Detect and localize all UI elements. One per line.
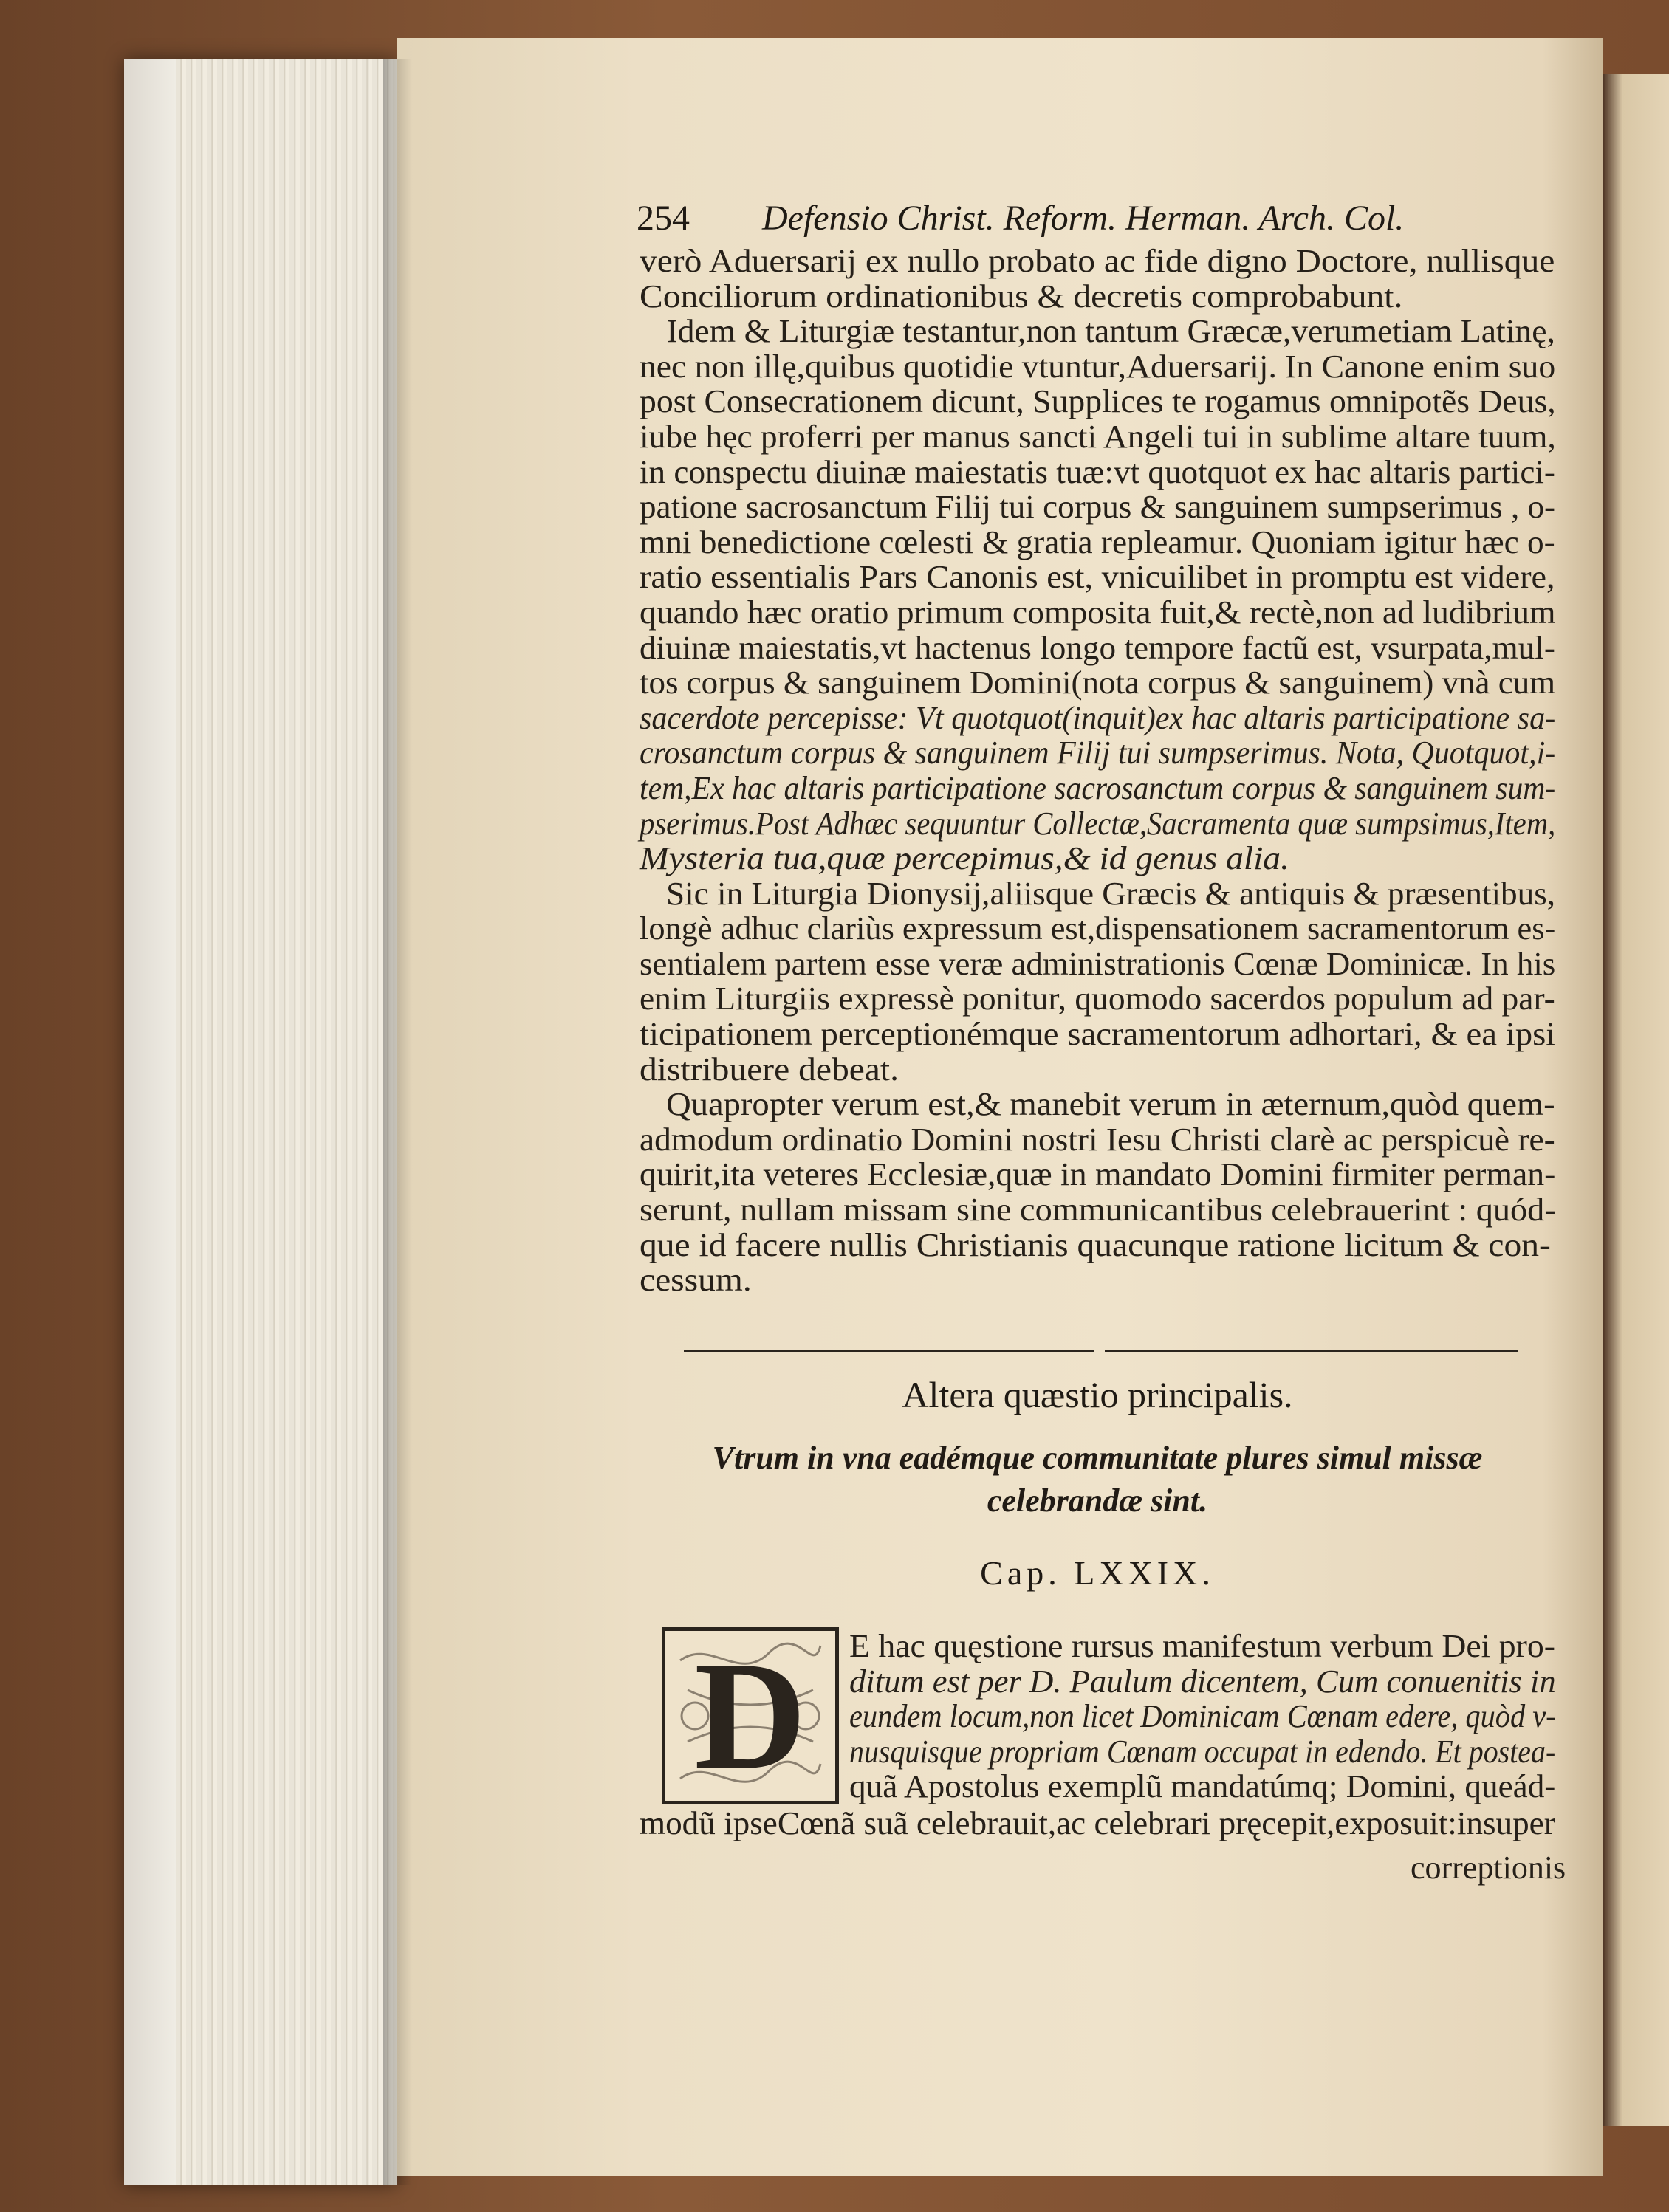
- divider-rule-left: [684, 1350, 1094, 1352]
- text-line: in conspectu diuinæ maiestatis tuæ:vt quotquot ex hac altaris partici-: [640, 453, 1555, 490]
- text-line: tos corpus & sanguinem Domini(nota corpus & sanguinem) vnà cum: [640, 664, 1556, 701]
- text-line: enim Liturgiis expressè ponitur, quomodo sacerdos populum ad par-: [640, 980, 1555, 1017]
- initial-letter: D: [694, 1630, 806, 1801]
- chapter-heading: Cap. LXXIX.: [980, 1554, 1215, 1592]
- text-line: tem,Ex hac altaris participatione sacrosanctum corpus & sanguinem sum-: [640, 769, 1556, 806]
- text-line: eundem locum,non licet Dominicam Cœnam edere, quòd v-: [849, 1698, 1556, 1735]
- text-line: Quapropter verum est,& manebit verum in æternum,quòd quem-: [665, 1086, 1555, 1123]
- text-line: E hac quęstione rursus manifestum verbum Dei pro-: [849, 1628, 1555, 1664]
- text-line: ratio essentialis Pars Canonis est, vnicuilibet in promptu est videre,: [640, 559, 1555, 596]
- text-line: que id facere nullis Christianis quacunque ratione licitum & con-: [640, 1226, 1551, 1263]
- text-line: Idem & Liturgiæ testantur,non tantum Græcæ,verumetiam Latinę,: [665, 313, 1555, 350]
- text-line: pserimus.Post Adhæc sequuntur Collectæ,Sacramenta quæ sumpsimus,Item,: [640, 805, 1556, 842]
- text-line: sacerdote percepisse: Vt quotquot(inquit)ex hac altaris participatione sa-: [640, 699, 1556, 736]
- text-line: iube hęc proferri per manus sancti Angeli tui in sublime altare tuum,: [640, 418, 1556, 455]
- text-line: quã Apostolus exemplũ mandatúmq; Domini, queád-: [849, 1768, 1556, 1805]
- body-text: [640, 244, 1555, 1298]
- decorated-initial: [662, 1627, 839, 1804]
- text-line: quando hæc oratio primum composita fuit,& rectè,non ad ludibrium: [640, 594, 1556, 631]
- page-number: 254: [637, 199, 690, 238]
- text-line: diuinæ maiestatis,vt hactenus longo tempore factũ est, vsurpata,mul-: [640, 629, 1555, 666]
- question-heading: [640, 1437, 1555, 1522]
- book-cover-edge: [124, 59, 176, 2185]
- catchword: correptionis: [1411, 1849, 1566, 1886]
- text-line: ticipationem perceptionémque sacramentorum adhortari, & ea ipsi: [640, 1016, 1556, 1053]
- text-line: Conciliorum ordinationibus & decretis comprobabunt.: [640, 278, 1403, 315]
- page-header: [637, 198, 1552, 247]
- text-line: cessum.: [640, 1262, 752, 1299]
- text-line: admodum ordinatio Domini nostri Iesu Christi clarè ac perspicuè re-: [640, 1121, 1555, 1158]
- text-line: sentialem partem esse veræ administrationis Cœnæ Dominicæ. In his: [640, 945, 1556, 982]
- chapter-opening-text: [849, 1629, 1555, 1804]
- text-line: nec non illę,quibus quotidie vtuntur,Aduersarij. In Canone enim suo: [640, 348, 1556, 385]
- text-line: post Consecrationem dicunt, Supplices te rogamus omnipotẽs Deus,: [640, 383, 1556, 420]
- text-line: quirit,ita veteres Ecclesiæ,quæ in mandato Domini firmiter perman-: [640, 1156, 1556, 1193]
- text-line: longè adhuc clariùs expressum est,dispensationem sacramentorum es-: [640, 910, 1556, 947]
- running-title: Defensio Christ. Reform. Herman. Arch. Col.: [762, 199, 1405, 238]
- text-line: ditum est per D. Paulum dicentem, Cum conuenitis in: [849, 1663, 1556, 1700]
- text-line: Mysteria tua,quæ percepimus,& id genus alia.: [640, 840, 1289, 877]
- text-line: Sic in Liturgia Dionysij,aliisque Græcis & antiquis & præsentibus,: [665, 875, 1556, 912]
- text-line: verò Aduersarij ex nullo probato ac fide digno Doctore, nullisque: [640, 243, 1555, 279]
- text-line: serunt, nullam missam sine communicantibus celebrauerint : quód-: [640, 1192, 1556, 1229]
- section-title: Altera quæstio principalis.: [902, 1374, 1293, 1415]
- text-line: patione sacrosanctum Filij tui corpus & sanguinem sumpserimus , o-: [640, 489, 1556, 526]
- question-line: celebrandæ sint.: [987, 1483, 1208, 1519]
- text-line: crosanctum corpus & sanguinem Filij tui sumpserimus. Nota, Quotquot,i-: [640, 735, 1556, 772]
- text-line: mni benedictione cœlesti & gratia repleamur. Quoniam igitur hæc o-: [640, 523, 1555, 560]
- text-line: nusquisque propriam Cœnam occupat in edendo. Et postea-: [849, 1733, 1556, 1770]
- question-line: Vtrum in vna eadémque communitate plures simul missæ: [712, 1440, 1483, 1476]
- text-line: distribuere debeat.: [640, 1051, 899, 1088]
- continuation-text: [640, 1806, 1555, 1841]
- facing-page-edge: [1603, 74, 1669, 2126]
- spine-shadow: [383, 59, 412, 2185]
- text-line: modũ ipseCœnã suã celebrauit,ac celebrari pręcepit,exposuit:insuper: [640, 1805, 1555, 1841]
- divider-rule-right: [1105, 1350, 1518, 1352]
